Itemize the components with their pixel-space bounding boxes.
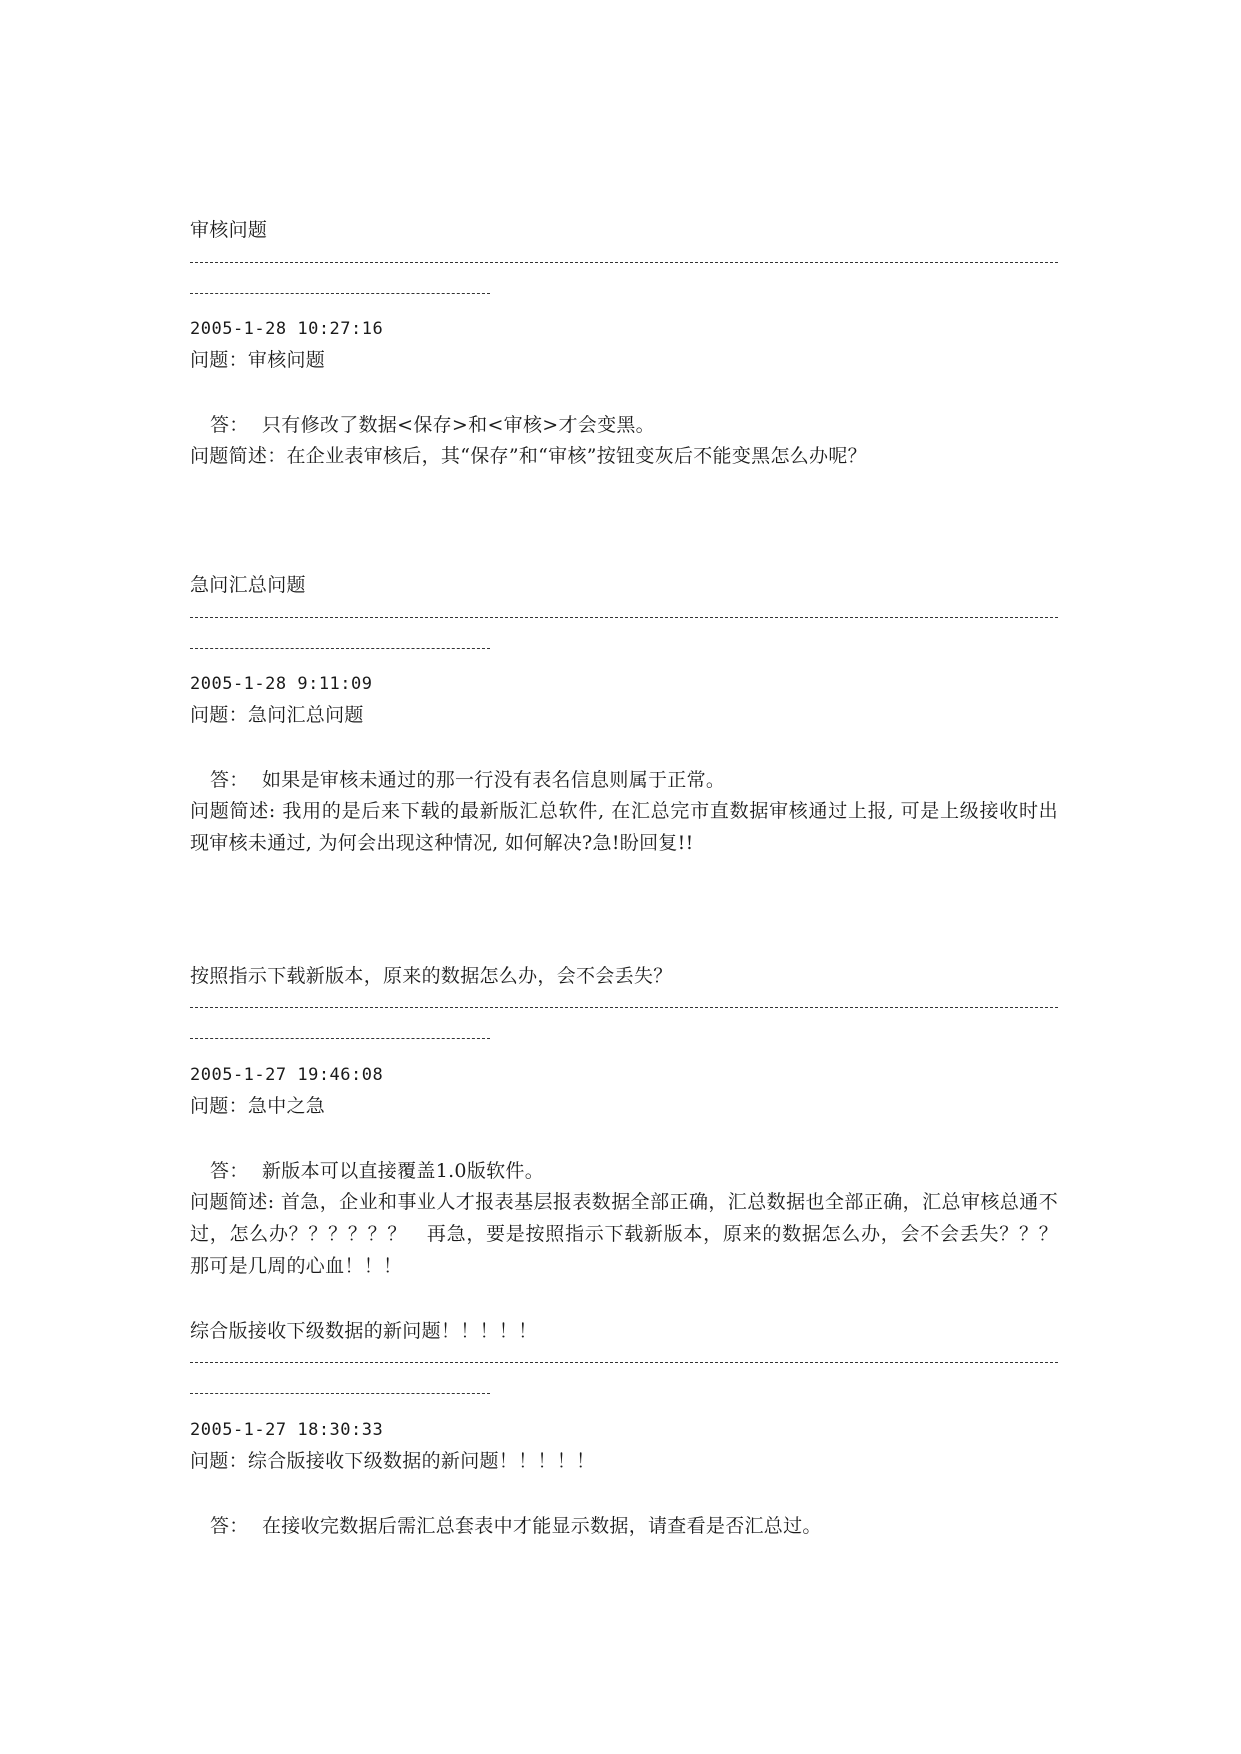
separator-line: [190, 1038, 490, 1039]
question-line: 问题：急中之急: [190, 1095, 326, 1117]
question-description: 问题简述: 首急，企业和事业人才报表基层报表数据全部正确，汇总数据也全部正确，汇总审核总通不过，怎么办？？？？？？ 再急，要是按照指示下载新版本，原来的数据怎么办，会不会丢失？？？那可是几周的心血！！！: [190, 1191, 1058, 1277]
answer-label: 答：: [210, 769, 249, 791]
separator-line: [190, 293, 490, 294]
entry-title: 急问汇总问题: [190, 574, 306, 596]
separator-line: [190, 648, 490, 649]
entry-datetime: 2005-1-27 19:46:08: [190, 1065, 384, 1085]
question-line: 问题：审核问题: [190, 349, 326, 371]
answer-text: 新版本可以直接覆盖1.0版软件。: [262, 1160, 545, 1182]
question-description: 问题简述: 我用的是后来下载的最新版汇总软件, 在汇总完市直数据审核通过上报, 可是上级接收时出现审核未通过, 为何会出现这种情况, 如何解决?急!盼回复!!: [190, 800, 1058, 854]
entry-title: 按照指示下载新版本，原来的数据怎么办，会不会丢失？: [190, 965, 673, 987]
separator-line: [190, 617, 1058, 618]
entry-datetime: 2005-1-27 18:30:33: [190, 1420, 384, 1440]
question-description: 问题简述：在企业表审核后，其“保存”和“审核”按钮变灰后不能变黑怎么办呢？: [190, 445, 867, 467]
answer-text: 如果是审核未通过的那一行没有表名信息则属于正常。: [262, 769, 726, 791]
answer-label: 答：: [210, 414, 249, 436]
answer-line: [210, 767, 725, 793]
question-line: 问题：急问汇总问题: [190, 704, 364, 726]
entry-datetime: 2005-1-28 9:11:09: [190, 674, 373, 694]
entry-title: 审核问题: [190, 219, 268, 241]
separator-line: [190, 1362, 1058, 1363]
separator-line: [190, 1007, 1058, 1008]
answer-text: 在接收完数据后需汇总套表中才能显示数据，请查看是否汇总过。: [262, 1515, 822, 1537]
answer-label: 答：: [210, 1515, 249, 1537]
separator-line: [190, 262, 1058, 263]
answer-line: [210, 1158, 544, 1184]
answer-line: [210, 1513, 822, 1539]
question-line: 问题：综合版接收下级数据的新问题！！！！！: [190, 1450, 596, 1472]
entry-datetime: 2005-1-28 10:27:16: [190, 319, 384, 339]
separator-line: [190, 1393, 490, 1394]
entry-title: 综合版接收下级数据的新问题！！！！！: [190, 1320, 538, 1342]
answer-line: [210, 412, 655, 438]
answer-text: 只有修改了数据<保存>和<审核>才会变黑。: [262, 414, 655, 436]
answer-label: 答：: [210, 1160, 249, 1182]
